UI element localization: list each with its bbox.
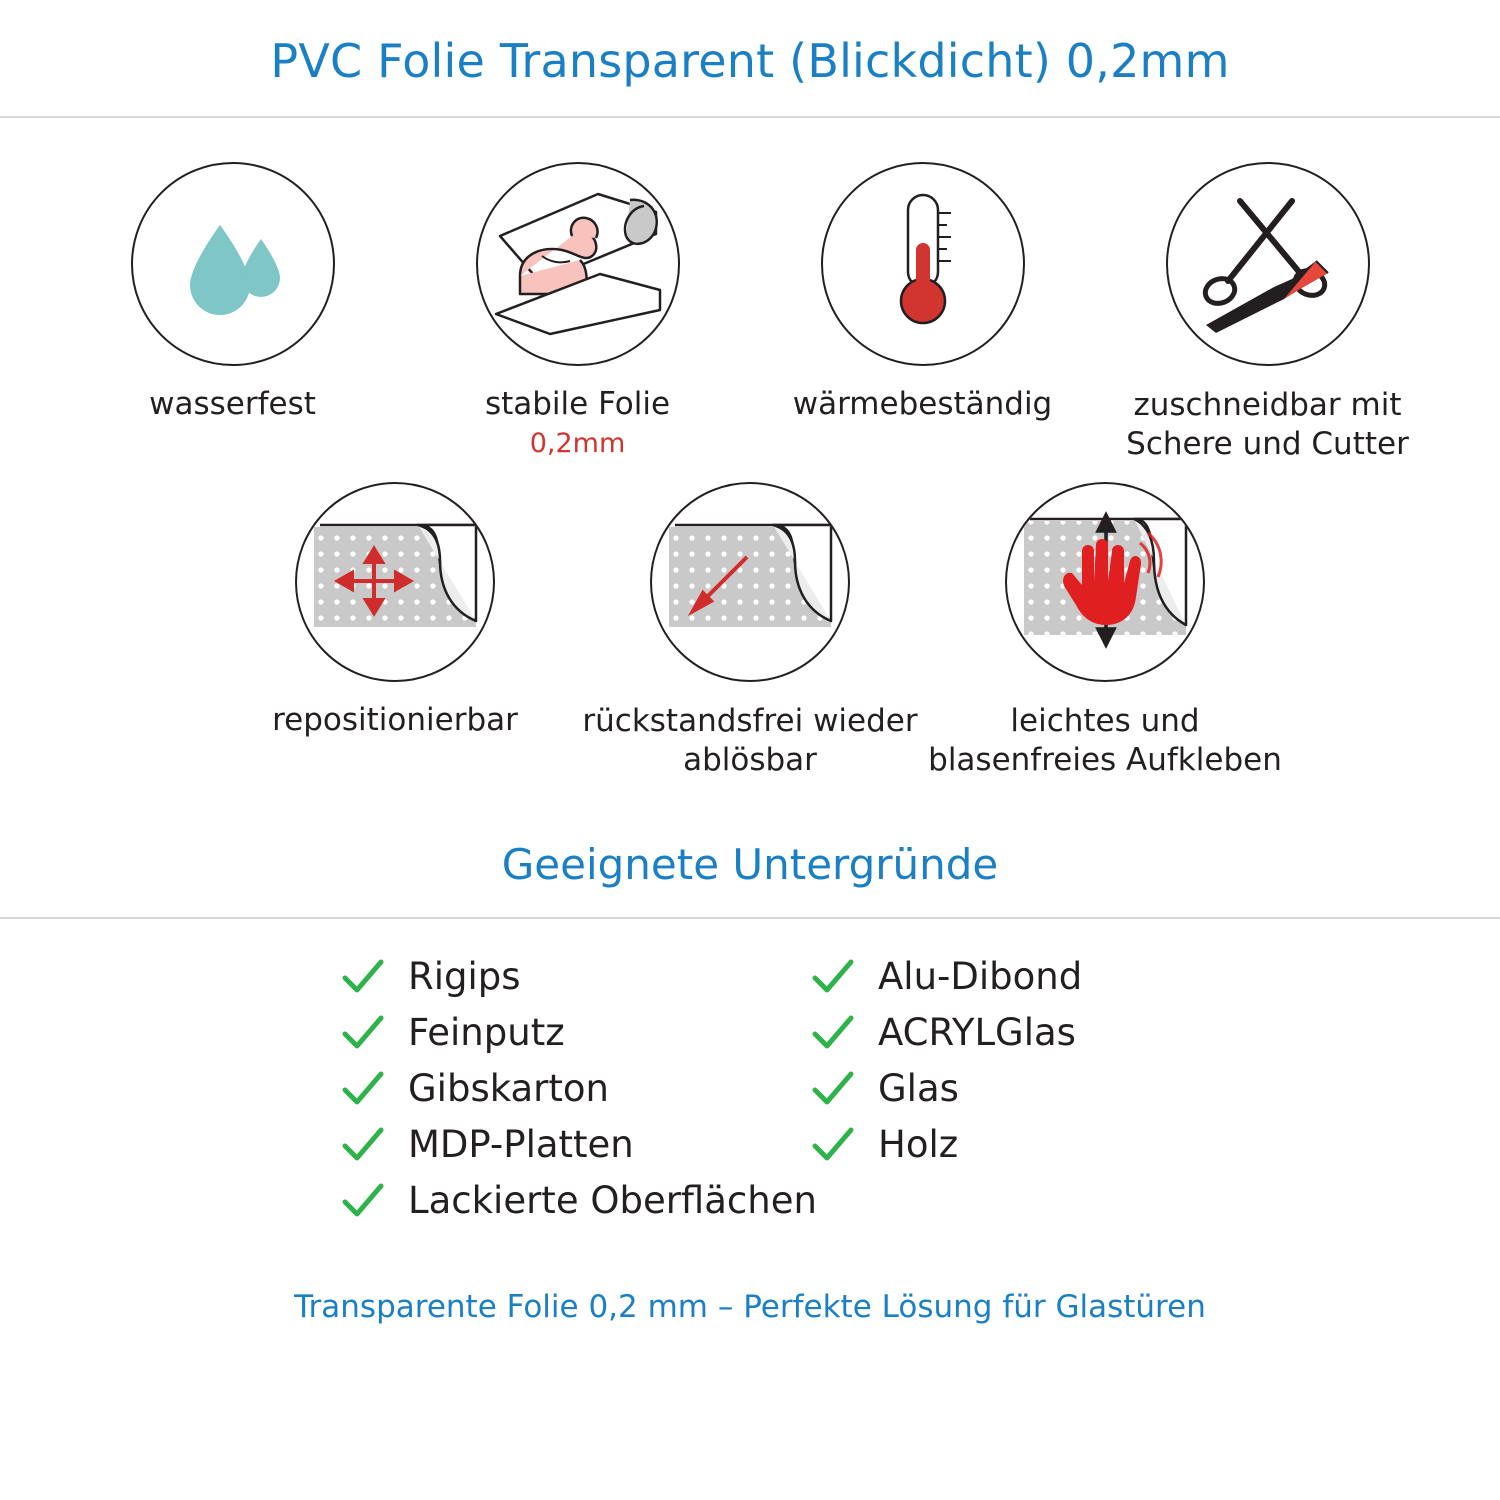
list-item-label: Rigips	[408, 955, 521, 999]
list-item	[340, 955, 810, 998]
title-band	[0, 0, 1500, 118]
feature-label: zuschneidbar mit Schere und Cutter	[1126, 387, 1409, 463]
check-icon	[810, 1013, 856, 1053]
list-item-label: Holz	[878, 1123, 959, 1167]
check-icon	[340, 1181, 386, 1221]
list-item-label: Alu-Dibond	[878, 955, 1083, 999]
check-icon	[340, 957, 386, 997]
list-item-label: Lackierte Oberflächen	[408, 1179, 817, 1223]
feature-wasserfest	[60, 162, 405, 464]
list-item-label: MDP-Platten	[408, 1123, 634, 1167]
check-icon	[340, 1013, 386, 1053]
check-icon	[810, 1069, 856, 1109]
check-icon	[810, 1125, 856, 1165]
list-item	[340, 1011, 810, 1054]
feature-label: rückstandsfrei wieder ablösbar	[582, 703, 918, 779]
feature-icon-circle	[131, 162, 335, 366]
list-item-label: Glas	[878, 1067, 959, 1111]
footer-note: Transparente Folie 0,2 mm – Perfekte Lösung für Glastüren	[294, 1289, 1206, 1326]
check-icon	[810, 957, 856, 997]
feature-repositionierbar	[218, 482, 573, 780]
list-item-label: Gibskarton	[408, 1067, 609, 1111]
water-drops-icon	[168, 197, 298, 331]
check-icon	[340, 1069, 386, 1109]
feature-icon-circle	[650, 482, 850, 682]
feature-icon-circle	[1166, 162, 1370, 366]
list-item	[810, 1011, 1290, 1054]
feature-label: stabile Folie	[484, 386, 671, 422]
list-item	[340, 1123, 810, 1166]
page-title: PVC Folie Transparent (Blickdicht) 0,2mm	[270, 34, 1230, 88]
peel-off-film-icon	[655, 485, 845, 679]
check-icon	[340, 1125, 386, 1165]
list-item-label: Feinputz	[408, 1011, 565, 1055]
list-item	[810, 1123, 1290, 1166]
feature-label: wasserfest	[149, 386, 316, 422]
list-item	[810, 955, 1290, 998]
feature-icon-circle	[821, 162, 1025, 366]
list-item-label: ACRYLGlas	[878, 1011, 1076, 1055]
feature-stabile-folie	[405, 162, 750, 464]
hand-smoothing-film-icon	[1010, 485, 1200, 679]
substrates-list	[0, 919, 1500, 1235]
list-item	[340, 1179, 817, 1223]
feature-label: repositionierbar	[272, 702, 518, 739]
feature-sublabel: 0,2mm	[529, 427, 626, 459]
section-heading: Geeignete Untergründe	[501, 840, 999, 890]
reposition-arrows-film-icon	[300, 485, 490, 679]
feature-icon-circle	[1005, 482, 1205, 682]
feature-row-2	[60, 482, 1440, 780]
feature-icon-circle	[295, 482, 495, 682]
list-item	[810, 1067, 1290, 1110]
scissors-cutter-icon	[1188, 187, 1348, 341]
feature-blasenfreies-aufkleben	[928, 482, 1283, 780]
feature-row-1	[60, 162, 1440, 464]
feature-label: leichtes und blasenfreies Aufkleben	[928, 703, 1282, 779]
substrates-column-left	[210, 955, 817, 1235]
thermometer-icon	[863, 187, 983, 341]
feature-waermebestaendig	[750, 162, 1095, 464]
feature-zuschneidbar	[1095, 162, 1440, 464]
feature-grid	[0, 118, 1500, 780]
substrates-column-right	[810, 955, 1290, 1235]
strong-arm-film-icon	[480, 164, 676, 364]
feature-label: wärmebeständig	[792, 386, 1053, 422]
feature-rueckstandsfrei	[573, 482, 928, 780]
feature-icon-circle	[476, 162, 680, 366]
list-item	[340, 1067, 810, 1110]
